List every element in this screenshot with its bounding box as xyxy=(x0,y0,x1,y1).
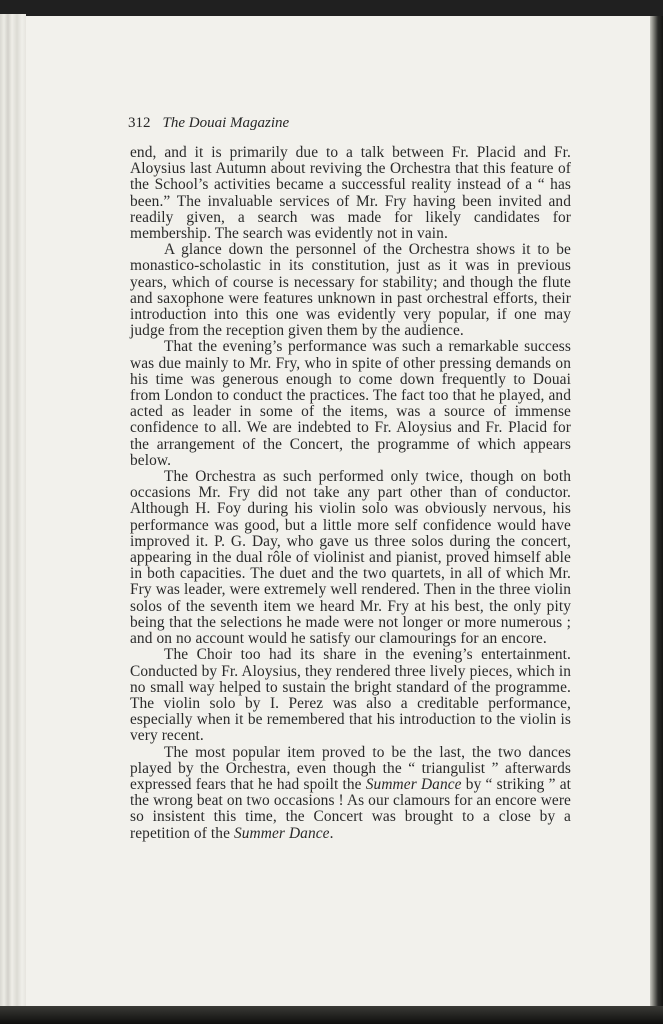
paragraph: The Choir too had its share in the evening’s entertainment. Conducted by Fr. Aloysius, they rendered three lively pieces, which in no small way helped to sustain the bright standard of the programme. The violin solo by I. Perez was also a creditable performance, especially when it be remembered that his introduction to the violin is very recent. xyxy=(130,646,571,745)
italic-title: Summer Dance xyxy=(365,775,462,793)
running-head: The Douai Magazine xyxy=(162,115,290,131)
paragraph: end, and it is primarily due to a talk between Fr. Placid and Fr. Aloysius last Autumn about reviving the Orchestra that this feature of the School’s activities became a successful reality instead of a “ has been.” The invaluable services of Mr. Fry having been invited and readily given, a search was made for likely candidates for membership. The search was evidently not in vain. xyxy=(130,144,571,243)
paragraph-text: . xyxy=(329,824,334,842)
italic-title: Summer Dance xyxy=(233,824,330,842)
top-shadow-edge xyxy=(0,0,663,16)
paragraph: A glance down the personnel of the Orchestra shows it to be monastico-scholastic in its constitution, just as it was in previous years, which of course is necessary for stability; and though the flute and saxophone were features unknown in past orchestral efforts, their introduction into this one was evidently very popular, if one may judge from the reception given them by the audience. xyxy=(130,241,571,340)
paragraph: That the evening’s performance was such a remarkable success was due mainly to Mr. Fry, who in spite of other pressing demands on his time was generous enough to come down frequently to Douai from London to conduct the practices. The fact too that he played, and acted as leader in some of the items, was a source of immense confidence to all. We are indebted to Fr. Aloysius and Fr. Placid for the arrangement of the Concert, the programme of which appears below. xyxy=(130,338,571,469)
paragraph-text: by “ striking ” at the wrong beat on two occasions ! As our clamours for an encore were so insistent this time, the Concert was brought to a close by a repetition of the xyxy=(130,775,572,842)
right-page-edge xyxy=(650,16,663,1006)
paragraph xyxy=(130,745,571,842)
bottom-shadow-edge xyxy=(0,1006,663,1024)
paragraph-text: The most popular item proved to be the last, the two dances played by the Orchestra, even though the “ triangulist ” afterwards expressed fears that he had spoilt the xyxy=(130,743,571,793)
book-gutter xyxy=(0,14,26,1006)
paragraph: The Orchestra as such performed only twice, though on both occasions Mr. Fry did not take any part other than of conductor. Although H. Foy during his violin solo was obviously nervous, his performance was good, but a little more self confidence would have improved it. P. G. Day, who gave us three solos during the concert, appearing in the dual rôle of violinist and pianist, proved himself able in both capacities. The duet and the two quartets, in all of which Mr. Fry was leader, were extremely well rendered. Then in the three violin solos of the seventh item we heard Mr. Fry at his best, the only pity being that the selections he made were not longer or more numerous ; and on no account would he satisfy our clamourings for an encore. xyxy=(130,468,571,648)
article-body xyxy=(130,145,571,842)
page-number: 312 xyxy=(128,115,151,131)
page-header xyxy=(128,115,573,132)
